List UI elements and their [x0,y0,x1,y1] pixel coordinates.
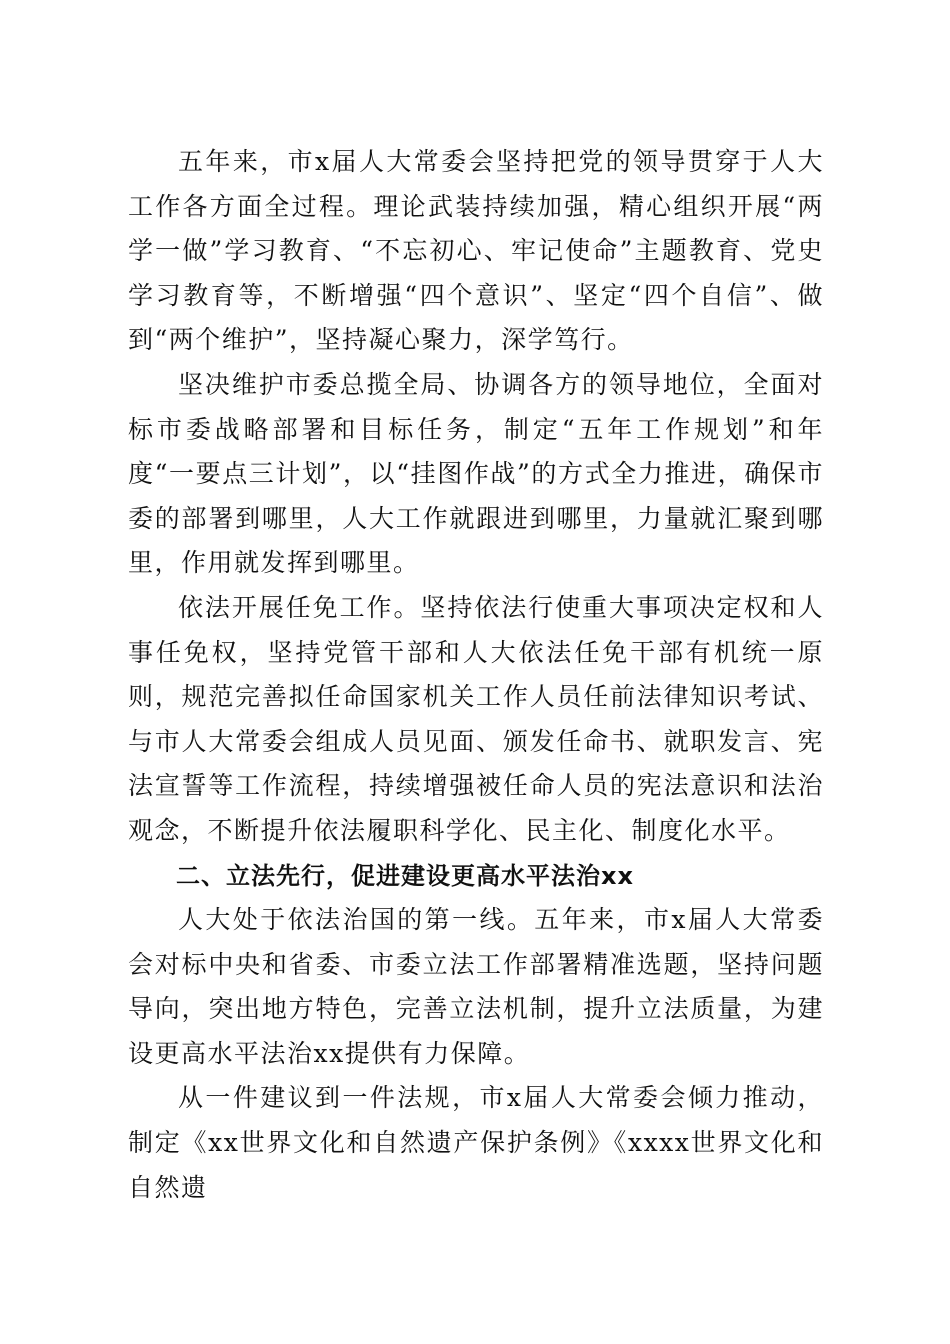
paragraph-municipal-committee: 坚决维护市委总揽全局、协调各方的领导地位，全面对标市委战略部署和目标任务，制定“五年工作规划”和年度“一要点三计划”，以“挂图作战”的方式全力推进，确保市委的部署到哪里，人大工作就跟进到哪里，力量就汇聚到哪里，作用就发挥到哪里。 [128,369,824,578]
paragraph-heritage-regulations: 从一件建议到一件法规，市x届人大常委会倾力推动，制定《xx世界文化和自然遗产保护条例》《xxxx世界文化和自然遗 [128,1083,824,1202]
paragraph-party-leadership: 五年来，市x届人大常委会坚持把党的领导贯穿于人大工作各方面全过程。理论武装持续加强，精心组织开展“两学一做”学习教育、“不忘初心、牢记使命”主题教育、党史学习教育等，不断增强“四个意识”、坚定“四个自信”、做到“两个维护”，坚持凝心聚力，深学笃行。 [128,147,824,355]
paragraph-legislation-frontline: 人大处于依法治国的第一线。五年来，市x届人大常委会对标中央和省委、市委立法工作部署精准选题，坚持问题导向，突出地方特色，完善立法机制，提升立法质量，为建设更高水平法治xx提供有力保障。 [128,905,824,1068]
section-heading-legislation: 二、立法先行，促进建设更高水平法治xx [176,861,634,890]
paragraph-appointments: 依法开展任免工作。坚持依法行使重大事项决定权和人事任免权，坚持党管干部和人大依法任免干部有机统一原则，规范完善拟任命国家机关工作人员任前法律知识考试、与市人大常委会组成人员见面、颁发任命书、就职发言、宪法宣誓等工作流程，持续增强被任命人员的宪法意识和法治观念，不断提升依法履职科学化、民主化、制度化水平。 [128,592,824,845]
document-body [128,140,824,1210]
